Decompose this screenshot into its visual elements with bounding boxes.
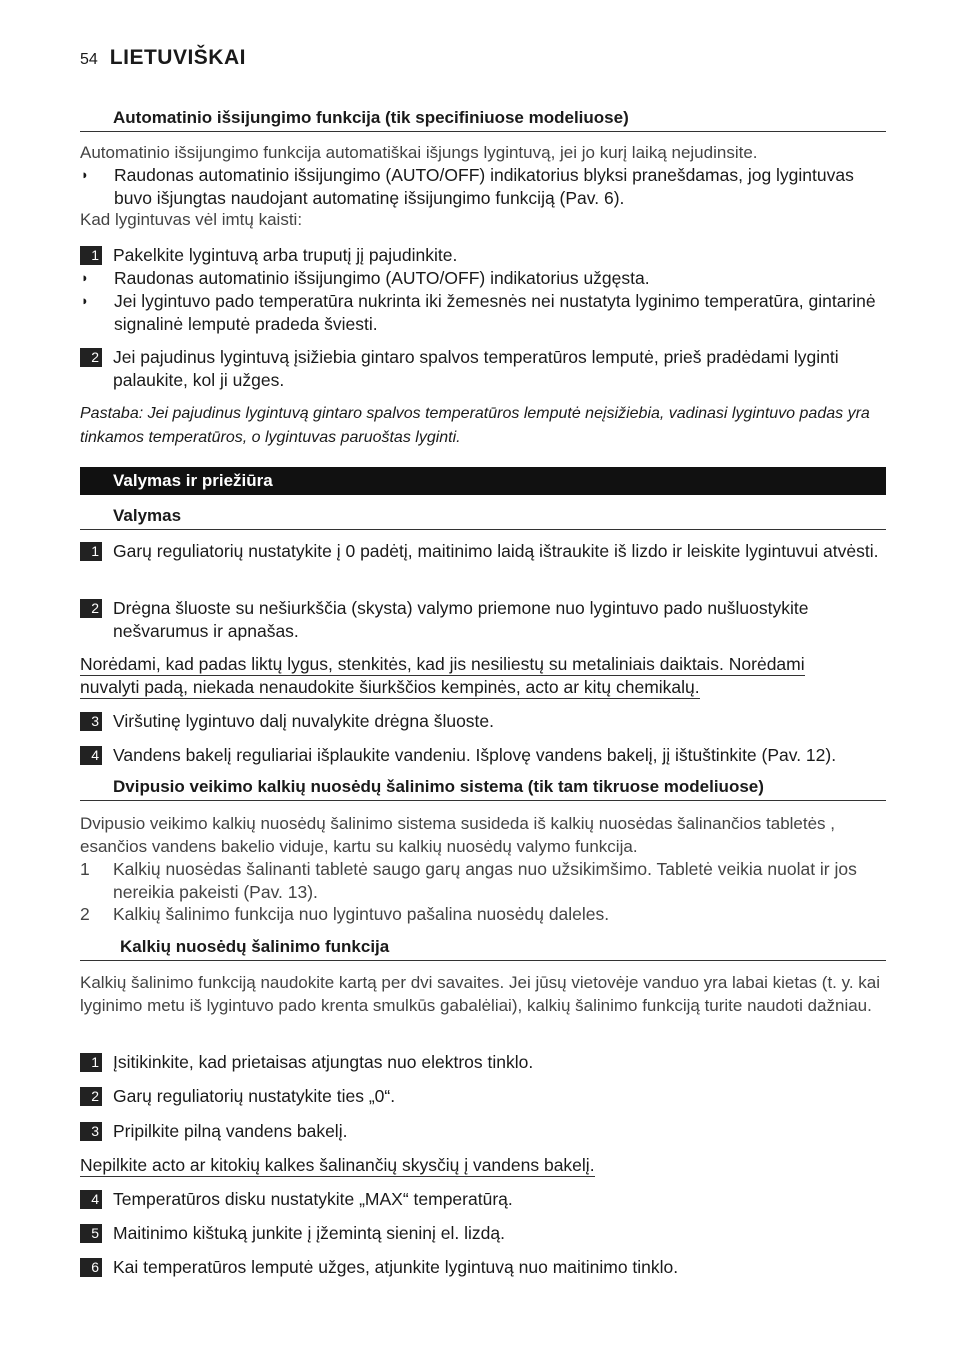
step-item: 2 Jei pajudinus lygintuvą įsižiebia gintaro spalvos temperatūros lemputė, prieš pradėdami lyginti palaukite, kol ji užges.: [80, 346, 886, 391]
decalc-warning: [80, 1154, 886, 1177]
bullet-item: ◗ Raudonas automatinio išsijungimo (AUTO/OFF) indikatorius blyksi pranešdamas, jog lygintuvas buvo išjungtas naudojant automatinę išsijungimo funkciją (Pav. 6).: [81, 165, 854, 208]
step-number: 1: [80, 542, 102, 561]
warning-line: Norėdami, kad padas liktų lygus, stenkitės, kad jis nesiliestų su metaliniais daiktais. Norėdami: [80, 654, 805, 674]
step-item: 1 Pakelkite lygintuvą arba truputį jį pajudinkite.: [80, 244, 886, 267]
warning-line: Nepilkite acto ar kitokių kalkes šalinančių skysčių į vandens bakelį.: [80, 1155, 595, 1175]
cleaning-warning: [80, 653, 886, 698]
step-number: 2: [80, 348, 102, 367]
step-item: 3 Pripilkite pilną vandens bakelį.: [80, 1120, 886, 1143]
section-heading-cleaning: Valymas: [80, 506, 886, 530]
step-item: 2 Garų reguliatorių nustatykite ties „0“.: [80, 1085, 886, 1108]
step-item: 1 Įsitikinkite, kad prietaisas atjungtas nuo elektros tinklo.: [80, 1051, 886, 1074]
step-number: 1: [80, 246, 102, 265]
language-title: LIETUVIŠKAI: [109, 46, 246, 69]
page-number: 54: [80, 51, 98, 68]
step-number: 6: [80, 1258, 102, 1277]
step-item: 2 Drėgna šluoste su nešiurkščia (skysta) valymo priemone nuo lygintuvo pado nušluostykite nešvarumus ir apnašas.: [80, 597, 886, 642]
bullet-item: ◗ Raudonas automatinio išsijungimo (AUTO/OFF) indikatorius užgęsta.: [81, 268, 650, 288]
auto-off-lead: Kad lygintuvas vėl imtų kaisti:: [80, 210, 303, 229]
step-item: 5 Maitinimo kištuką junkite į įžemintą sieninį el. lizdą.: [80, 1222, 886, 1245]
step-item: 3 Viršutinę lygintuvo dalį nuvalykite drėgna šluoste.: [80, 710, 886, 733]
decalc-system-intro: Dvipusio veikimo kalkių nuosėdų šalinimo sistema susideda iš kalkių nuosėdas šalinančios tabletės , esančios vandens bakelio viduje, kartu su kalkių nuosėdų valymo funkcija.: [80, 814, 835, 856]
triangle-bullet-icon: ◗: [81, 270, 89, 285]
step-item: 4 Temperatūros disku nustatykite „MAX“ temperatūrą.: [80, 1188, 886, 1211]
bullet-item: ◗ Jei lygintuvo pado temperatūra nukrinta iki žemesnės nei nustatyta lyginimo temperatūra, gintarinė signalinė lemputė pradeda šviesti.: [81, 291, 876, 334]
page-header: [80, 46, 246, 70]
section-heading-decalc-system: Dvipusio veikimo kalkių nuosėdų šalinimo sistema (tik tam tikruose modeliuose): [80, 777, 886, 801]
warning-line: nuvalyti padą, niekada nenaudokite šiurkščios kempinės, acto ar kitų chemikalų.: [80, 676, 700, 697]
step-number: 5: [80, 1224, 102, 1243]
section-band-cleaning: Valymas ir priežiūra: [80, 467, 886, 495]
step-number: 1: [80, 1053, 102, 1072]
step-number: 4: [80, 746, 102, 765]
numbered-item: 1 Kalkių nuosėdas šalinanti tabletė saugo garų angas nuo užsikimšimo. Tabletė veikia nuolat ir jos nereikia pakeisti (Pav. 13).: [80, 859, 857, 902]
triangle-bullet-icon: ◗: [81, 293, 89, 308]
step-number: 4: [80, 1190, 102, 1209]
triangle-bullet-icon: ◗: [81, 167, 89, 182]
step-number: 3: [80, 712, 102, 731]
step-item: 4 Vandens bakelį reguliariai išplaukite vandeniu. Išplovę vandens bakelį, jį ištuštinkite (Pav. 12).: [80, 744, 886, 767]
decalc-function-intro: Kalkių šalinimo funkciją naudokite kartą per dvi savaites. Jei jūsų vietovėje vanduo yra labai kietas (t. y. kai lyginimo metu iš lygintuvo pado krenta smulkūs gabalėliai), kalkių šalinimo funkciją turite naudoti dažniau.: [80, 973, 881, 1015]
step-number: 2: [80, 599, 102, 618]
step-number: 2: [80, 1087, 102, 1106]
section-heading-auto-off: Automatinio išsijungimo funkcija (tik specifiniuose modeliuose): [80, 108, 886, 132]
numbered-item: 2 Kalkių šalinimo funkcija nuo lygintuvo pašalina nuosėdų daleles.: [80, 904, 610, 924]
step-number: 3: [80, 1122, 102, 1141]
step-item: 1 Garų reguliatorių nustatykite į 0 padėtį, maitinimo laidą ištraukite iš lizdo ir leiskite lygintuvui atvėsti.: [80, 540, 886, 563]
note-text: Pastaba: Jei pajudinus lygintuvą gintaro spalvos temperatūros lemputė neįsižiebia, vadinasi lygintuvo padas yra tinkamos temperatūros, o lygintuvas paruoštas lyginti.: [80, 405, 870, 446]
auto-off-intro: Automatinio išsijungimo funkcija automatiškai išjungs lygintuvą, jei jo kurį laiką nejudinsite.: [80, 143, 758, 162]
step-item: 6 Kai temperatūros lemputė užges, atjunkite lygintuvą nuo maitinimo tinklo.: [80, 1256, 886, 1279]
section-heading-decalc-function: Kalkių nuosėdų šalinimo funkcija: [80, 937, 886, 961]
